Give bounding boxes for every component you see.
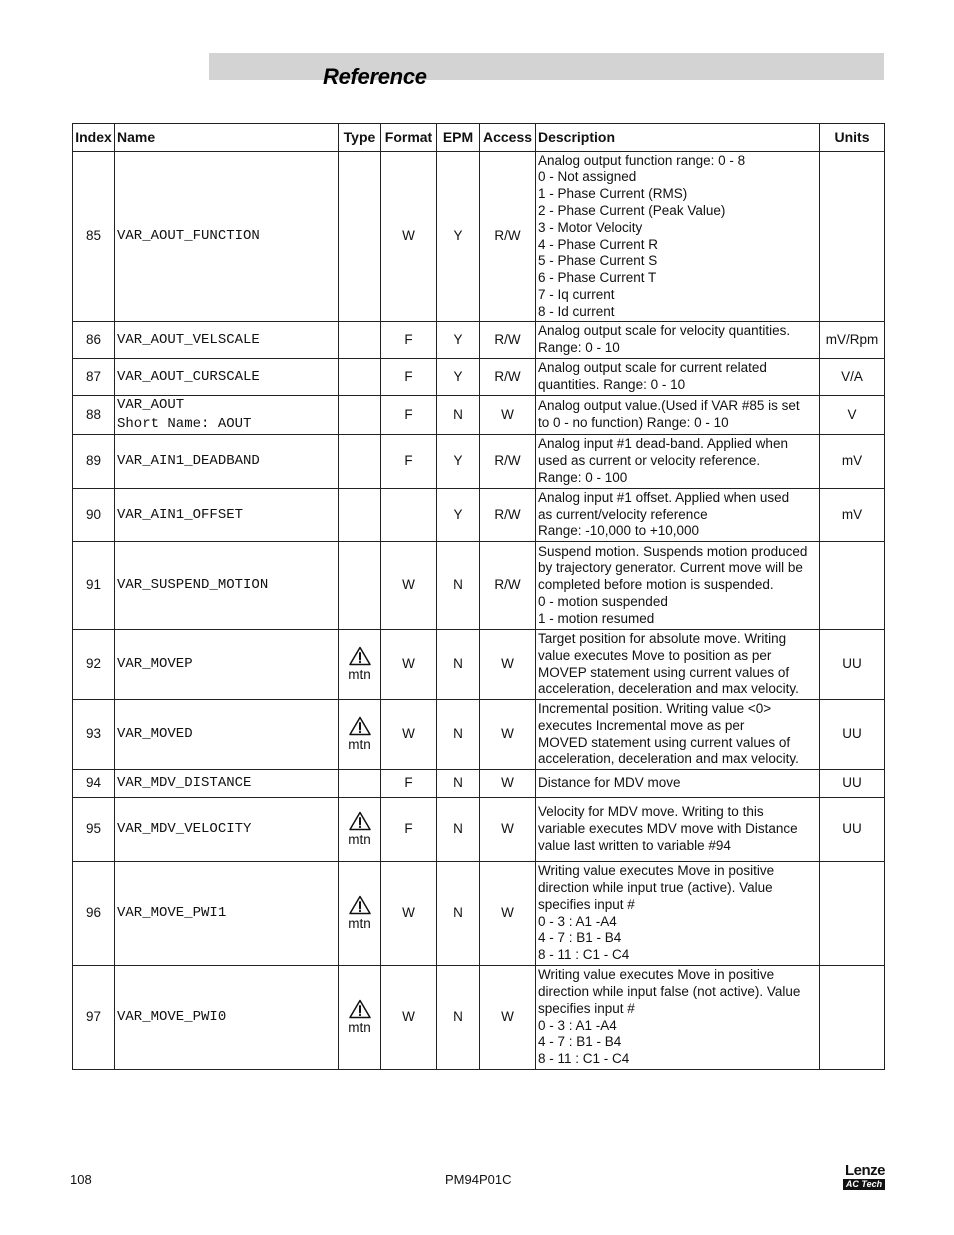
cell-name	[115, 489, 339, 542]
cell-access: W	[480, 798, 536, 862]
cell-epm: Y	[437, 435, 480, 489]
description-line: quantities. Range: 0 - 10	[538, 377, 686, 392]
table-row	[73, 435, 885, 489]
cell-index: 91	[73, 542, 115, 630]
cell-epm: Y	[437, 359, 480, 396]
description-line: 8 - Id current	[538, 303, 615, 319]
type-label: mtn	[348, 666, 371, 682]
cell-format: F	[381, 798, 437, 862]
table-body	[73, 152, 885, 1070]
description-line: Target position for absolute move. Writing	[538, 630, 787, 646]
table-row	[73, 630, 885, 700]
description-line: 1 - motion resumed	[538, 610, 655, 626]
cell-units: UU	[820, 700, 885, 770]
description-line: 4 - Phase Current R	[538, 236, 659, 252]
description-line: Analog output scale for current related	[538, 360, 767, 376]
warning-icon	[349, 895, 371, 915]
cell-units: UU	[820, 770, 885, 798]
cell-name	[115, 396, 339, 435]
cell-epm: N	[437, 798, 480, 862]
name-line: VAR_MOVE_PWI1	[117, 905, 227, 921]
cell-name	[115, 966, 339, 1070]
table-header-row	[73, 124, 885, 152]
description-line: acceleration, deceleration and max velocity.	[538, 751, 799, 767]
cell-units	[820, 862, 885, 966]
cell-epm: Y	[437, 322, 480, 359]
cell-index: 86	[73, 322, 115, 359]
col-header-type: Type	[339, 124, 381, 152]
table-row	[73, 489, 885, 542]
cell-index: 95	[73, 798, 115, 862]
description-line: 3 - Motor Velocity	[538, 219, 643, 235]
col-header-units: Units	[820, 124, 885, 152]
cell-format: F	[381, 396, 437, 435]
cell-name	[115, 630, 339, 700]
warning-icon	[349, 646, 371, 666]
type-mtn	[341, 895, 378, 933]
table-row	[73, 862, 885, 966]
cell-access: W	[480, 630, 536, 700]
cell-access: R/W	[480, 152, 536, 322]
description-line: 0 - motion suspended	[538, 593, 668, 609]
col-header-description: Description	[536, 124, 820, 152]
cell-format: W	[381, 700, 437, 770]
col-header-epm: EPM	[437, 124, 480, 152]
cell-units: UU	[820, 798, 885, 862]
table-row	[73, 542, 885, 630]
description-line: 1 - Phase Current (RMS)	[538, 186, 688, 202]
cell-type	[339, 798, 381, 862]
name-line: VAR_SUSPEND_MOTION	[117, 577, 269, 593]
type-label: mtn	[348, 915, 371, 931]
cell-format: W	[381, 966, 437, 1070]
description-line: 5 - Phase Current S	[538, 253, 658, 269]
name-line: VAR_AOUT_FUNCTION	[117, 228, 260, 244]
cell-index: 89	[73, 435, 115, 489]
description-line: Range: -10,000 to +10,000	[538, 523, 700, 539]
col-header-format: Format	[381, 124, 437, 152]
cell-type	[339, 396, 381, 435]
name-line: VAR_MOVEP	[117, 656, 193, 672]
cell-type	[339, 770, 381, 798]
description-line: 2 - Phase Current (Peak Value)	[538, 202, 726, 218]
lenze-logo	[843, 1163, 885, 1190]
cell-epm: N	[437, 966, 480, 1070]
cell-access: W	[480, 700, 536, 770]
description-line: Velocity for MDV move. Writing to this	[538, 804, 764, 820]
cell-name	[115, 700, 339, 770]
col-header-access: Access	[480, 124, 536, 152]
cell-description	[536, 966, 820, 1070]
cell-units	[820, 152, 885, 322]
cell-format: W	[381, 862, 437, 966]
cell-description	[536, 489, 820, 542]
cell-name	[115, 862, 339, 966]
section-title: Reference	[323, 64, 427, 89]
cell-units: mV	[820, 435, 885, 489]
cell-epm: Y	[437, 489, 480, 542]
cell-name	[115, 359, 339, 396]
cell-type	[339, 630, 381, 700]
description-line: 0 - Not assigned	[538, 169, 637, 185]
cell-access: R/W	[480, 435, 536, 489]
cell-units	[820, 542, 885, 630]
description-line: direction while input true (active). Value	[538, 879, 773, 895]
type-mtn	[341, 999, 378, 1037]
description-line: 0 - 3 : A1 -A4	[538, 913, 617, 929]
cell-description	[536, 435, 820, 489]
table-row	[73, 359, 885, 396]
name-line: VAR_AOUT_VELSCALE	[117, 331, 260, 348]
description-line: MOVED statement using current values of	[538, 734, 791, 750]
cell-epm: N	[437, 862, 480, 966]
logo-sub: AC Tech	[843, 1179, 885, 1190]
description-line: 8 - 11 : C1 - C4	[538, 947, 630, 963]
cell-description	[536, 359, 820, 396]
cell-access: W	[480, 862, 536, 966]
cell-index: 87	[73, 359, 115, 396]
cell-index: 94	[73, 770, 115, 798]
cell-index: 90	[73, 489, 115, 542]
cell-description	[536, 152, 820, 322]
description-line: completed before motion is suspended.	[538, 577, 774, 593]
header-bar	[209, 53, 884, 80]
cell-epm: N	[437, 770, 480, 798]
description-line: as current/velocity reference	[538, 506, 708, 522]
type-mtn	[341, 716, 378, 754]
cell-access: R/W	[480, 359, 536, 396]
name-line: VAR_MOVE_PWI0	[117, 1009, 227, 1025]
cell-units: mV/Rpm	[820, 322, 885, 359]
cell-type	[339, 966, 381, 1070]
table-row	[73, 770, 885, 798]
name-line: VAR_AIN1_OFFSET	[117, 506, 244, 523]
table-row	[73, 798, 885, 862]
cell-format: W	[381, 152, 437, 322]
cell-format: W	[381, 630, 437, 700]
description-line: Analog output function range: 0 - 8	[538, 152, 746, 168]
cell-type	[339, 542, 381, 630]
cell-description	[536, 770, 820, 798]
description-line: by trajectory generator. Current move will be	[538, 560, 803, 576]
type-label: mtn	[348, 831, 371, 847]
description-line: specifies input #	[538, 896, 635, 912]
cell-type	[339, 435, 381, 489]
type-label: mtn	[348, 1019, 371, 1035]
warning-icon	[349, 999, 371, 1019]
description-line: used as current or velocity reference.	[538, 453, 761, 469]
cell-name	[115, 322, 339, 359]
description-line: Analog output value.(Used if VAR #85 is set	[538, 398, 800, 414]
description-line: executes Incremental move as per	[538, 717, 745, 733]
description-line: MOVEP statement using current values of	[538, 664, 790, 680]
name-line: VAR_AIN1_DEADBAND	[117, 453, 260, 469]
description-line: 4 - 7 : B1 - B4	[538, 930, 622, 946]
cell-access: R/W	[480, 489, 536, 542]
description-line: 7 - Iq current	[538, 286, 615, 302]
type-mtn	[341, 646, 378, 684]
description-line: to 0 - no function) Range: 0 - 10	[538, 415, 729, 430]
cell-description	[536, 862, 820, 966]
cell-format: F	[381, 322, 437, 359]
cell-name	[115, 798, 339, 862]
description-line: Distance for MDV move	[538, 775, 681, 791]
description-line: 6 - Phase Current T	[538, 270, 657, 286]
cell-index: 92	[73, 630, 115, 700]
cell-name	[115, 152, 339, 322]
description-line: Analog input #1 dead-band. Applied when	[538, 436, 788, 452]
cell-access: W	[480, 770, 536, 798]
description-line: Incremental position. Writing value <0>	[538, 700, 772, 716]
page-number: 108	[70, 1172, 92, 1187]
cell-units: V/A	[820, 359, 885, 396]
name-line: Short Name: AOUT	[117, 416, 252, 432]
description-line: acceleration, deceleration and max velocity.	[538, 681, 799, 697]
description-line: 8 - 11 : C1 - C4	[538, 1051, 630, 1067]
cell-index: 96	[73, 862, 115, 966]
description-line: 4 - 7 : B1 - B4	[538, 1034, 622, 1050]
cell-description	[536, 396, 820, 435]
cell-format: F	[381, 770, 437, 798]
name-line: VAR_MOVED	[117, 726, 193, 742]
table-row	[73, 152, 885, 322]
cell-access: R/W	[480, 322, 536, 359]
cell-access: R/W	[480, 542, 536, 630]
cell-format: F	[381, 359, 437, 396]
cell-type	[339, 359, 381, 396]
cell-epm: N	[437, 542, 480, 630]
name-line: VAR_MDV_VELOCITY	[117, 821, 252, 837]
description-line: Range: 0 - 10	[538, 340, 620, 355]
description-line: variable executes MDV move with Distance	[538, 821, 798, 837]
description-line: Range: 0 - 100	[538, 469, 628, 485]
warning-icon	[349, 716, 371, 736]
cell-name	[115, 542, 339, 630]
cell-format: F	[381, 435, 437, 489]
description-line: Analog output scale for velocity quantities.	[538, 323, 791, 339]
cell-index: 97	[73, 966, 115, 1070]
cell-type	[339, 700, 381, 770]
col-header-name: Name	[115, 124, 339, 152]
cell-epm: Y	[437, 152, 480, 322]
cell-units: mV	[820, 489, 885, 542]
name-line: VAR_MDV_DISTANCE	[117, 775, 252, 791]
cell-description	[536, 542, 820, 630]
logo-brand: Lenze	[844, 1162, 885, 1179]
cell-access: W	[480, 966, 536, 1070]
type-label: mtn	[348, 736, 371, 752]
description-line: value last written to variable #94	[538, 837, 731, 853]
name-line: VAR_AOUT	[117, 397, 185, 413]
cell-format: W	[381, 542, 437, 630]
name-line: VAR_AOUT_CURSCALE	[117, 368, 260, 385]
cell-epm: N	[437, 630, 480, 700]
description-line: 0 - 3 : A1 -A4	[538, 1017, 617, 1033]
cell-epm: N	[437, 700, 480, 770]
cell-description	[536, 798, 820, 862]
cell-description	[536, 630, 820, 700]
table-row	[73, 966, 885, 1070]
description-line: direction while input false (not active). Value	[538, 983, 801, 999]
table-row	[73, 700, 885, 770]
description-line: specifies input #	[538, 1000, 635, 1016]
description-line: Analog input #1 offset. Applied when used	[538, 489, 790, 505]
cell-index: 85	[73, 152, 115, 322]
cell-description	[536, 700, 820, 770]
cell-description	[536, 322, 820, 359]
cell-units: V	[820, 396, 885, 435]
cell-access: W	[480, 396, 536, 435]
cell-index: 93	[73, 700, 115, 770]
description-line: value executes Move to position as per	[538, 647, 772, 663]
table-row	[73, 396, 885, 435]
warning-icon	[349, 811, 371, 831]
cell-format	[381, 489, 437, 542]
cell-units	[820, 966, 885, 1070]
cell-name	[115, 770, 339, 798]
cell-type	[339, 322, 381, 359]
description-line: Writing value executes Move in positive	[538, 967, 775, 983]
cell-index: 88	[73, 396, 115, 435]
cell-units: UU	[820, 630, 885, 700]
col-header-index: Index	[73, 124, 115, 152]
cell-epm: N	[437, 396, 480, 435]
type-mtn	[341, 811, 378, 849]
cell-type	[339, 152, 381, 322]
document-id: PM94P01C	[445, 1172, 512, 1187]
cell-type	[339, 489, 381, 542]
reference-table	[72, 123, 885, 1070]
description-line: Writing value executes Move in positive	[538, 863, 775, 879]
cell-name	[115, 435, 339, 489]
cell-type	[339, 862, 381, 966]
table-row	[73, 322, 885, 359]
description-line: Suspend motion. Suspends motion produced	[538, 543, 808, 559]
